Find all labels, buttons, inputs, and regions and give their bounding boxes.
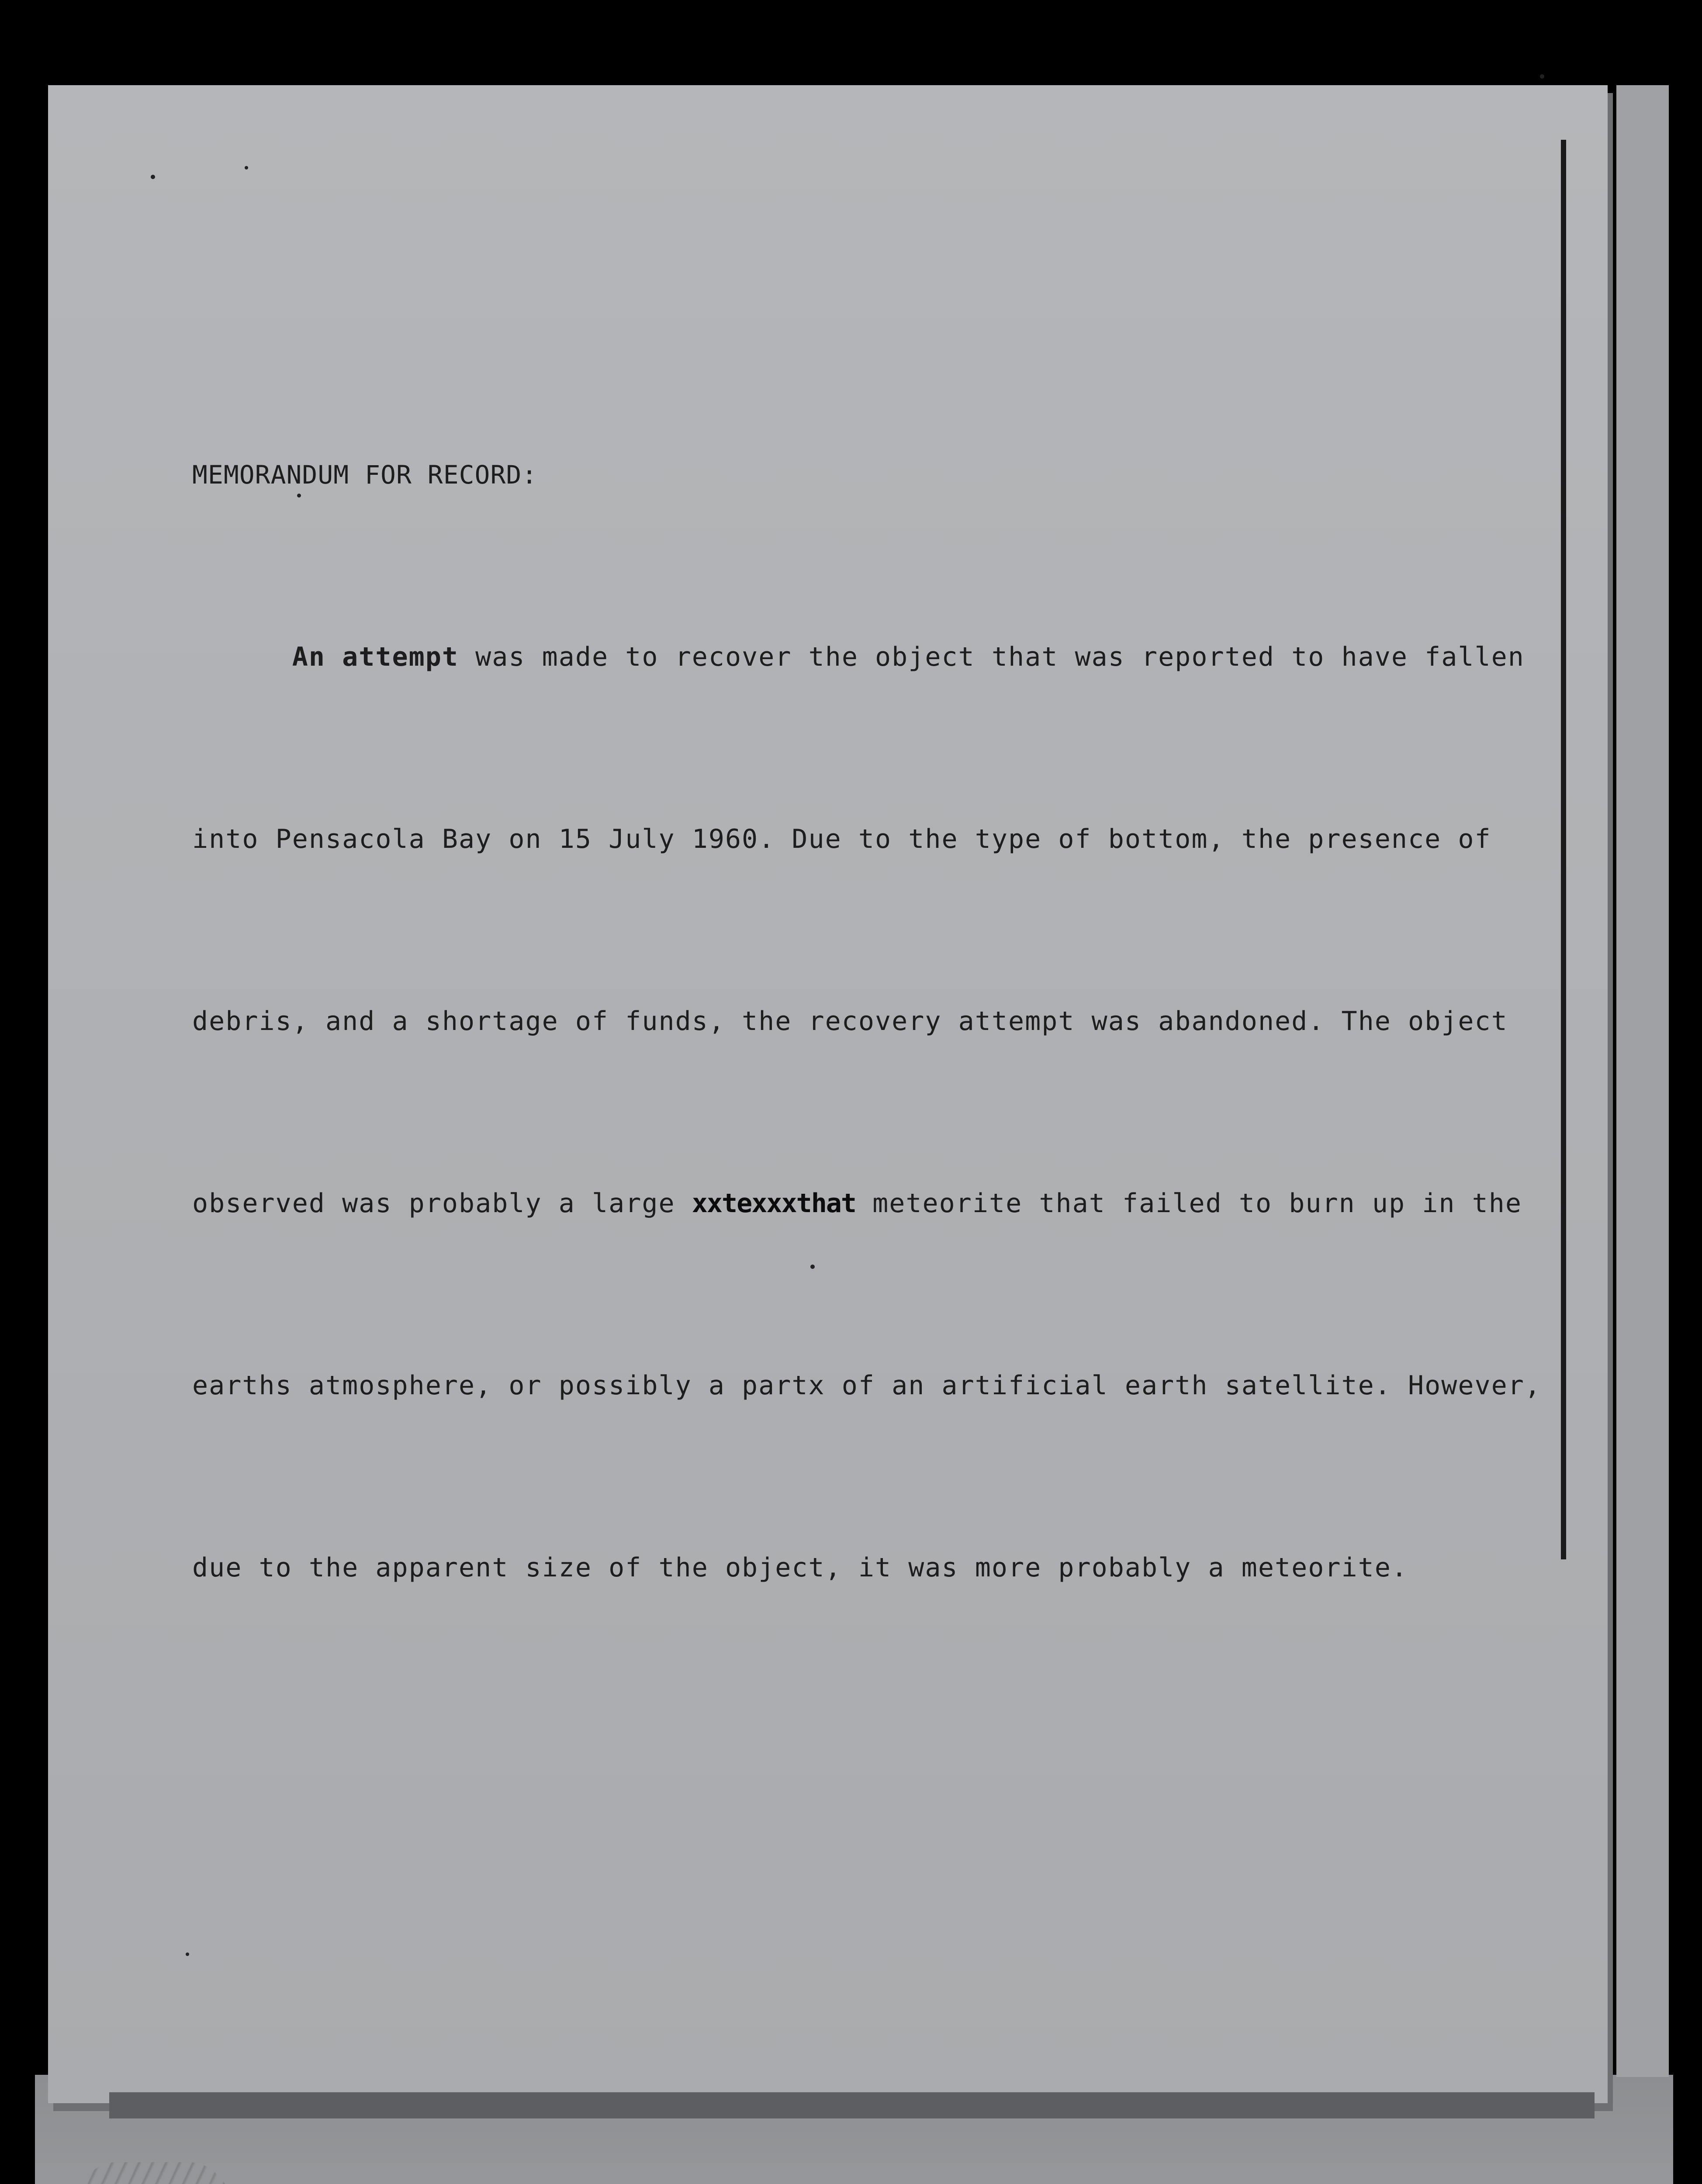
memo-line-1-rest: was made to recover the object that was reported to have fallen: [458, 642, 1525, 672]
memo-line-4-after: meteorite that failed to burn up in the: [856, 1188, 1522, 1219]
memo-line-6: due to the apparent size of the object, it was more probably a meteorite.: [192, 1552, 1408, 1583]
dust-speck: [151, 175, 155, 179]
memo-line-3: debris, and a shortage of funds, the recovery attempt was abandoned. The object: [192, 1006, 1508, 1037]
memo-heading: MEMORANDUM FOR RECORD:: [192, 460, 538, 490]
memo-body: [192, 323, 1541, 1659]
dust-speck: [1540, 74, 1544, 79]
memo-line-1: [192, 627, 1525, 688]
memo-line-2: into Pensacola Bay on 15 July 1960. Due to the type of bottom, the presence of: [192, 824, 1491, 854]
page-bottom-shadow: [109, 2092, 1595, 2118]
paragraph-indent: [192, 642, 292, 672]
memo-line-1-bold: An attempt: [292, 642, 459, 672]
memo-line-4-before: observed was probably a large: [192, 1188, 692, 1219]
adjacent-sheet-edge: [1616, 85, 1669, 2077]
memo-line-5: earths atmosphere, or possibly a partx of an artificial earth satellite. However,: [192, 1370, 1541, 1401]
memo-line-4: [192, 1173, 1522, 1234]
dust-speck: [186, 1952, 189, 1956]
struck-out-text: xxtexxxthat: [692, 1188, 856, 1219]
dust-speck: [245, 166, 248, 169]
page-right-border-line: [1561, 140, 1566, 1559]
